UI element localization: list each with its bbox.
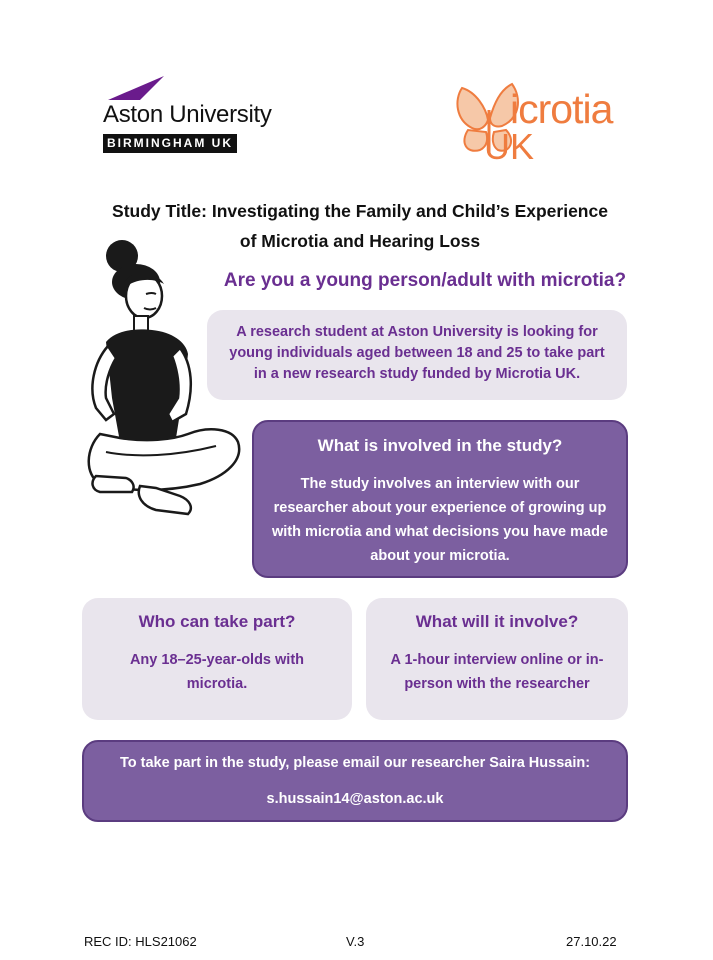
footer-date: 27.10.22 <box>566 934 617 949</box>
aston-university-logo <box>100 74 290 156</box>
what-box <box>366 598 628 720</box>
who-title: Who can take part? <box>138 612 296 631</box>
footer-rec-id: REC ID: HLS21062 <box>84 934 197 949</box>
involved-box <box>252 420 628 578</box>
contact-box <box>82 740 628 822</box>
microtia-logo-uk: UK <box>484 126 535 167</box>
aston-triangle-icon <box>100 74 290 104</box>
who-box <box>82 598 352 720</box>
who-text: Any 18–25-year-olds with microtia. <box>129 652 305 692</box>
study-title-line-1: Study Title: Investigating the Family and Child’s Experience <box>112 201 608 221</box>
what-text: A 1-hour interview online or in-person with the researcher <box>390 652 604 692</box>
contact-email[interactable]: s.hussain14@aston.ac.uk <box>266 791 444 807</box>
microtia-logo-name: icrotia <box>510 86 613 132</box>
what-title: What will it involve? <box>415 612 579 631</box>
footer-version: V.3 <box>346 934 365 949</box>
study-title-line-2: of Microtia and Hearing Loss <box>239 231 481 251</box>
aston-logo-name: Aston University <box>103 101 272 128</box>
microtia-uk-logo <box>450 80 650 168</box>
intro-box <box>207 310 627 400</box>
headline: Are you a young person/adult with microtia? <box>223 270 627 291</box>
involved-text: The study involves an interview with our researcher about your experience of growing up with microtia and what decisions you have made about your microtia. <box>272 476 608 564</box>
contact-text: To take part in the study, please email our researcher Saira Hussain: <box>119 755 591 771</box>
intro-text: A research student at Aston University is looking for young individuals aged between 18 and 25 to take part in a new research study funded by Microtia UK. <box>229 324 605 382</box>
aston-logo-subtitle: BIRMINGHAM UK <box>103 134 237 153</box>
involved-title: What is involved in the study? <box>317 436 563 455</box>
